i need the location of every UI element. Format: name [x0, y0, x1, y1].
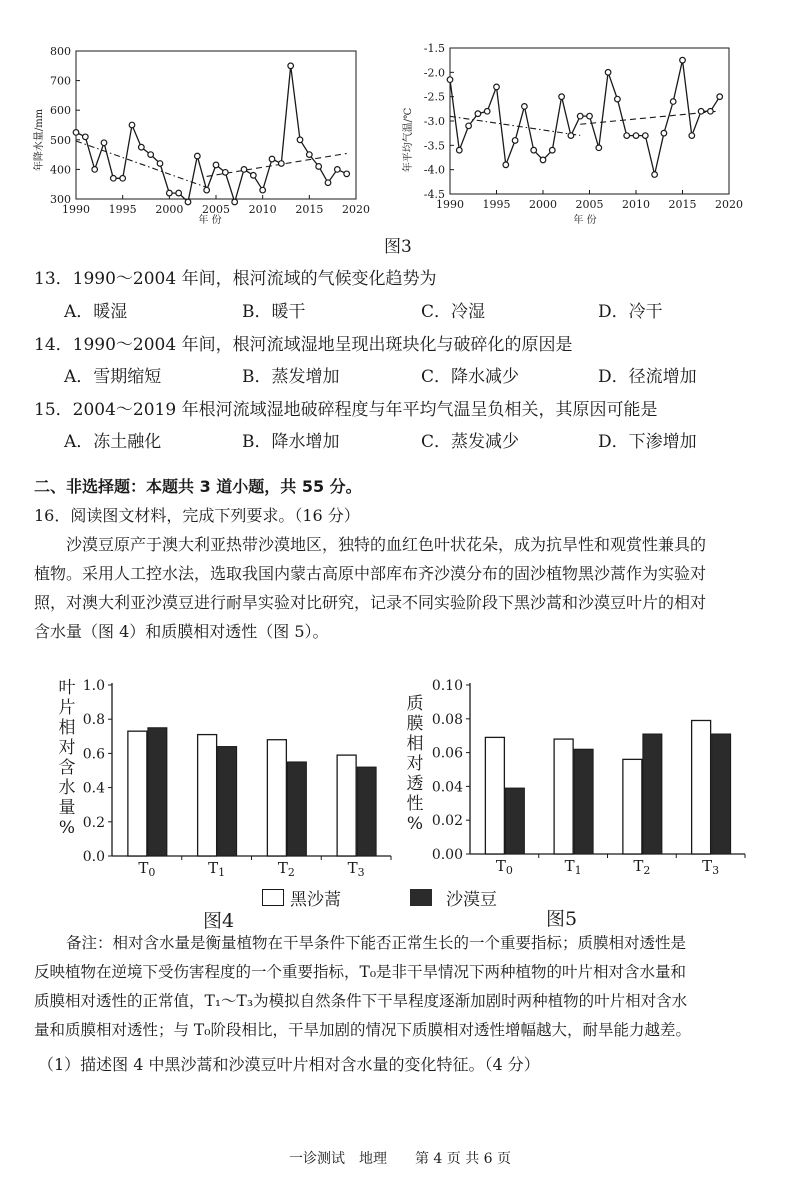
f4-bar-hei: [337, 755, 356, 856]
f4-category-label: $T_0$: [138, 859, 156, 879]
f3r-point: [689, 133, 695, 139]
f3l-frame: [76, 51, 356, 199]
figure3-caption: 图3: [384, 237, 412, 257]
f5-bar-sha: [643, 734, 662, 854]
f5-ytick-label: 0.08: [431, 711, 463, 728]
f3l-point: [260, 187, 266, 193]
q14-option-d: D．径流增加: [598, 367, 697, 387]
q15-option-b: B．降水增加: [242, 432, 340, 452]
f3l-point: [204, 187, 210, 193]
f4-ytick-label: 0.4: [82, 780, 105, 797]
f3l-point: [279, 161, 285, 167]
f3r-ytick-label: -4.5: [423, 188, 445, 201]
f5-bar-hei: [554, 739, 573, 854]
f3l-point: [288, 63, 294, 69]
f3r-ytick-label: -2.5: [423, 90, 445, 104]
f3r-point: [708, 108, 714, 114]
f3l-point: [269, 156, 275, 162]
note-line: 反映植物在逆境下受伤害程度的一个重要指标，T₀是非干旱情况下两种植物的叶片相对含水量和: [34, 963, 687, 981]
f3l-xtick-label: 2020: [342, 203, 370, 216]
figure5-caption: 图5: [546, 908, 578, 930]
page-footer: 一诊测试 地理 第 4 页 共 6 页: [288, 1151, 512, 1167]
f3l-point: [251, 173, 257, 179]
f3l-ytick-label: 700: [50, 74, 71, 88]
f3r-point: [587, 113, 593, 119]
f3r-series-line: [450, 60, 720, 174]
ylabel-char: 性: [406, 794, 424, 814]
f4-bar-sha: [218, 747, 237, 856]
f4-ytick-label: 1.0: [82, 678, 105, 694]
f4-bar-sha: [287, 762, 306, 856]
q13-option-d: D．冷干: [598, 302, 663, 322]
f4-bar-hei: [267, 740, 286, 856]
figure3-left-chart: [20, 30, 370, 230]
f3l-ylabel: 年降水量/mm: [34, 108, 45, 172]
sub-question-1: （1）描述图 4 中黑沙蒿和沙漠豆叶片相对含水量的变化特征。（4 分）: [38, 1055, 540, 1074]
f3l-point: [325, 180, 331, 186]
f4-category-label: $T_1$: [208, 859, 226, 879]
f3r-xtick-label: 1995: [482, 198, 511, 211]
f3r-xtick-label: 2000: [529, 198, 557, 211]
f3l-point: [111, 175, 117, 181]
f4-ytick-label: 0.6: [82, 746, 105, 763]
legend-sha-label: 沙漠豆: [446, 890, 497, 910]
f3r-point: [540, 157, 546, 163]
f3r-point: [568, 133, 574, 139]
f3r-point: [633, 133, 639, 139]
f3l-point: [307, 152, 313, 158]
f3l-ytick-label: 500: [50, 133, 71, 147]
f3l-point: [92, 167, 98, 173]
f3l-point: [167, 190, 173, 196]
f5-category-label: $T_3$: [702, 857, 720, 877]
q13-option-c: C．冷湿: [421, 302, 486, 322]
q14-option-a: A．雪期缩短: [64, 367, 162, 387]
f3r-point: [512, 138, 518, 144]
ylabel-char: 对: [58, 738, 76, 758]
f3l-xtick-label: 2005: [202, 203, 230, 216]
f3l-point: [157, 161, 163, 167]
f3r-point: [531, 147, 537, 153]
f3r-point: [652, 172, 658, 178]
f3r-point: [466, 123, 472, 129]
f3l-ytick-label: 400: [50, 163, 71, 177]
f5-ytick-label: 0.06: [431, 745, 463, 762]
f3r-point: [577, 113, 583, 119]
f5-bar-hei: [623, 759, 642, 854]
f3r-xlabel: 年 份: [573, 215, 597, 226]
q14-stem: 14．1990～2004 年间，根河流域湿地呈现出斑块化与破碎化的原因是: [34, 335, 573, 355]
f4-ytick-label: 0.8: [82, 712, 105, 729]
figure5-chart: [418, 670, 748, 880]
f5-category-label: $T_1$: [564, 857, 582, 877]
f5-bar-sha: [712, 734, 731, 854]
ylabel-char: 膜: [406, 714, 424, 734]
f3r-frame: [450, 48, 729, 194]
q13-option-b: B．暖干: [242, 302, 306, 322]
legend-hei-label: 黑沙蒿: [290, 890, 341, 910]
f3l-ytick-label: 800: [50, 45, 71, 58]
f3l-ytick-label: 300: [50, 193, 71, 206]
f3r-ytick-label: -4.0: [423, 163, 445, 177]
f3l-series-line: [76, 66, 347, 202]
f3r-xtick-label: 2005: [575, 198, 604, 211]
f5-bar-sha: [505, 788, 524, 854]
f3l-point: [120, 175, 126, 181]
f5-ytick-label: 0.10: [431, 678, 463, 694]
f3l-point: [176, 190, 182, 196]
figure4-caption: 图4: [203, 910, 235, 932]
figure3-right-chart: [395, 30, 743, 230]
q16-material: [34, 530, 774, 646]
f3l-point: [148, 152, 154, 158]
q15-stem: 15．2004～2019 年根河流域湿地破碎程度与年平均气温呈负相关，其原因可能是: [34, 400, 658, 420]
f3l-point: [335, 167, 341, 173]
note-line: 质膜相对透性的正常值，T₁～T₃为模拟自然条件下干旱程度逐渐加剧时两种植物的叶片相对含水: [34, 992, 688, 1010]
q15-option-d: D．下渗增加: [598, 432, 697, 452]
material-line: 植物。采用人工控水法，选取我国内蒙古高原中部库布齐沙漠分布的固沙植物黑沙蒿作为实验对: [34, 564, 707, 583]
f3l-xtick-label: 1995: [108, 203, 137, 216]
f3r-xtick-label: 1990: [436, 198, 464, 211]
ylabel-char: 叶: [58, 678, 76, 698]
f3l-xtick-label: 2000: [155, 203, 184, 216]
note-line: 量和质膜相对透性；与 T₀阶段相比，干旱加剧的情况下质膜相对透性增幅越大，耐旱能力越差。: [34, 1021, 691, 1039]
f3r-point: [680, 57, 686, 63]
ylabel-char: %: [58, 818, 76, 838]
q15-option-a: A．冻土融化: [64, 432, 162, 452]
note-line: 备注：相对含水量是衡量植物在干旱条件下能否正常生长的一个重要指标；质膜相对透性是: [66, 934, 687, 952]
ylabel-char: 质: [406, 694, 424, 714]
f3r-point: [643, 133, 649, 139]
f3l-xtick-label: 2015: [295, 203, 324, 216]
f3r-xtick-label: 2015: [668, 198, 697, 211]
f3r-point: [624, 133, 630, 139]
f3l-point: [185, 199, 191, 205]
f3r-point: [447, 77, 453, 83]
ylabel-char: 相: [58, 718, 76, 738]
f3r-xtick-label: 2020: [715, 198, 743, 211]
f3r-ytick-label: -2.0: [423, 66, 445, 80]
f3r-ytick-label: -1.5: [423, 42, 445, 55]
f3r-point: [503, 162, 509, 168]
q13-stem: 13．1990～2004 年间，根河流域的气候变化趋势为: [34, 269, 437, 289]
f3r-ylabel: 年平均气温/℃: [403, 107, 414, 173]
section2-heading: 二、非选择题：本题共 3 道小题，共 55 分。: [34, 477, 362, 496]
f4-ytick-label: 0.0: [82, 849, 105, 865]
f3r-ytick-label: -3.0: [423, 115, 445, 128]
note-block: [34, 929, 774, 1045]
material-line: 沙漠豆原产于澳大利亚热带沙漠地区，独特的血红色叶状花朵，成为抗旱性和观赏性兼具的: [66, 535, 707, 554]
f5-bar-sha: [574, 749, 593, 854]
q14-option-b: B．蒸发增加: [242, 367, 340, 387]
ylabel-char: 对: [406, 754, 424, 774]
f3l-point: [195, 153, 201, 159]
f5-ytick-label: 0.00: [431, 847, 463, 863]
f3r-point: [484, 108, 490, 114]
f5-category-label: $T_2$: [633, 857, 651, 877]
f3r-point: [605, 70, 611, 76]
f5-bar-hei: [692, 720, 711, 854]
f3l-point: [129, 122, 135, 128]
f3l-point: [344, 171, 350, 177]
f3l-point: [241, 167, 247, 173]
f4-bar-sha: [148, 728, 167, 856]
f3l-point: [213, 162, 219, 168]
f3r-point: [494, 84, 500, 90]
f3r-point: [457, 147, 463, 153]
f3r-point: [559, 94, 565, 100]
q14-option-c: C．降水减少: [421, 367, 520, 387]
f3l-point: [139, 144, 145, 150]
legend-hei-swatch: [262, 889, 284, 906]
f3l-point: [297, 137, 303, 143]
f3r-point: [596, 145, 602, 151]
material-line: 照，对澳大利亚沙漠豆进行耐旱实验对比研究，记录不同实验阶段下黑沙蒿和沙漠豆叶片的相对: [34, 593, 707, 612]
q16-title: 16．阅读图文材料，完成下列要求。（16 分）: [34, 506, 360, 525]
f3r-xtick-label: 2010: [622, 198, 650, 211]
f3l-point: [223, 170, 229, 176]
ylabel-char: 相: [406, 734, 424, 754]
f3l-xtick-label: 2010: [248, 203, 277, 216]
f4-bar-sha: [357, 767, 376, 856]
f4-ytick-label: 0.2: [82, 814, 105, 831]
figure4-ylabel: [56, 678, 78, 838]
f3r-point: [661, 130, 667, 136]
q15-option-c: C．蒸发减少: [421, 432, 520, 452]
f3r-point: [550, 147, 556, 153]
f3r-point: [670, 99, 676, 105]
f3l-point: [316, 164, 322, 170]
f3r-ytick-label: -3.5: [423, 139, 445, 153]
f3l-xlabel: 年 份: [198, 215, 222, 226]
f3r-point: [698, 108, 704, 114]
f3l-ytick-label: 600: [50, 104, 71, 118]
ylabel-char: 片: [58, 698, 76, 718]
f3l-point: [73, 130, 79, 136]
f3r-point: [717, 94, 723, 100]
f5-ytick-label: 0.04: [431, 779, 463, 796]
ylabel-char: 水: [58, 778, 76, 798]
f3l-point: [232, 199, 238, 205]
f4-bar-hei: [128, 731, 147, 856]
ylabel-char: %: [406, 814, 424, 834]
f3l-point: [83, 134, 89, 140]
f3l-xtick-label: 1990: [62, 203, 90, 216]
f4-bar-hei: [198, 735, 217, 856]
f5-ytick-label: 0.02: [431, 813, 463, 830]
material-line: 含水量（图 4）和质膜相对透性（图 5）。: [34, 622, 329, 641]
ylabel-char: 量: [58, 798, 76, 818]
f3r-point: [475, 111, 481, 117]
figure4-chart: [76, 670, 396, 880]
f4-category-label: $T_3$: [347, 859, 365, 879]
ylabel-char: 透: [406, 774, 424, 794]
f5-category-label: $T_0$: [495, 857, 513, 877]
q13-option-a: A．暖湿: [64, 302, 128, 322]
f3r-point: [615, 96, 621, 102]
legend-sha-swatch: [410, 889, 432, 906]
f5-bar-hei: [485, 737, 504, 854]
ylabel-char: 含: [58, 758, 76, 778]
f3l-point: [101, 140, 107, 146]
f3r-point: [522, 104, 528, 110]
f4-category-label: $T_2$: [277, 859, 295, 879]
